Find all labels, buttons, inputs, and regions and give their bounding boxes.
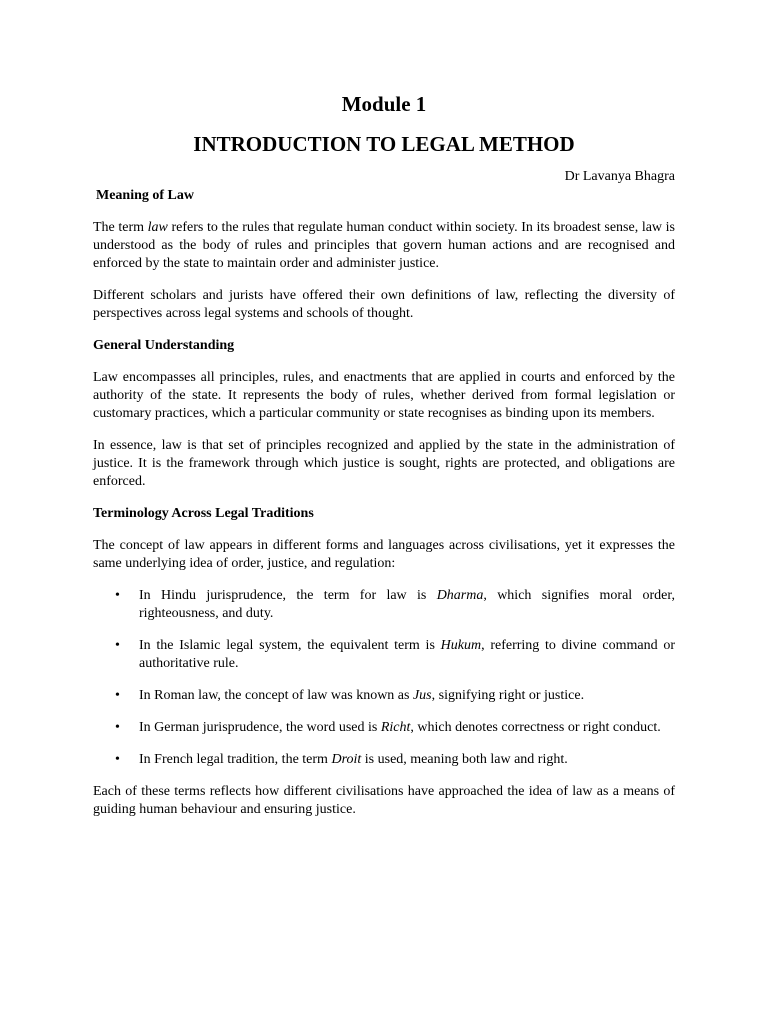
term-richt: Richt xyxy=(380,720,411,735)
bullet-icon: • xyxy=(115,720,120,735)
heading-meaning-of-law: Meaning of Law xyxy=(96,188,194,203)
list-item xyxy=(93,719,675,737)
text-run: refers to the rules that regulate human conduct within society. In its broadest sense, law is understood as the body of rules and principles that govern human actions and are recognised and enforced by the state to maintain order and administer justice. xyxy=(93,220,675,271)
text-run: In the Islamic legal system, the equivalent term is xyxy=(139,638,441,653)
text-run: The term xyxy=(93,220,148,235)
author-name: Dr Lavanya Bhagra xyxy=(564,169,675,184)
heading-terminology: Terminology Across Legal Traditions xyxy=(93,506,314,521)
text-run: In French legal tradition, the term xyxy=(139,752,332,767)
term-jus: Jus xyxy=(412,688,432,703)
list-item xyxy=(93,751,675,769)
document-title: INTRODUCTION TO LEGAL METHOD xyxy=(193,132,575,156)
text-run: In Hindu jurisprudence, the term for law is xyxy=(139,588,437,603)
paragraph-scholars: Different scholars and jurists have offered their own definitions of law, reflecting the diversity of perspectives across legal systems and schools of thought. xyxy=(93,288,675,321)
text-run: , signifying right or justice. xyxy=(431,688,585,703)
bullet-icon: • xyxy=(115,638,120,653)
paragraph-conclusion: Each of these terms reflects how different civilisations have approached the idea of law as a means of guiding human behaviour and ensuring justice. xyxy=(93,784,675,817)
paragraph-concept: The concept of law appears in different forms and languages across civilisations, yet it expresses the same underlying idea of order, justice, and regulation: xyxy=(93,538,675,571)
text-run: , referring to divine command or authoritative rule. xyxy=(139,638,675,671)
bullet-icon: • xyxy=(115,588,120,603)
text-run: , which denotes correctness or right conduct. xyxy=(410,720,661,735)
text-run: , which signifies moral order, righteousness, and duty. xyxy=(139,588,675,621)
text-run: is used, meaning both law and right. xyxy=(361,752,568,767)
paragraph-general: Law encompasses all principles, rules, and enactments that are applied in courts and enforced by the authority of the state. It represents the body of rules, whether derived from formal legislation or customary practices, which a particular community or state recognises as binding upon its members. xyxy=(93,370,675,421)
term-droit: Droit xyxy=(331,752,362,767)
module-number: Module 1 xyxy=(341,92,427,116)
paragraph-essence: In essence, law is that set of principles recognized and applied by the state in the administration of justice. It is the framework through which justice is sought, rights are protected, and obligations are enforced. xyxy=(93,438,675,489)
term-dharma: Dharma xyxy=(436,588,484,603)
list-item xyxy=(93,637,675,673)
list-item xyxy=(93,587,675,623)
list-item xyxy=(93,687,675,705)
bullet-icon: • xyxy=(115,688,120,703)
paragraph-definition xyxy=(93,219,675,273)
text-run: In German jurisprudence, the word used is xyxy=(139,720,381,735)
term-law: law xyxy=(147,220,168,235)
term-hukum: Hukum xyxy=(440,638,482,653)
heading-general-understanding: General Understanding xyxy=(93,338,235,353)
bullet-icon: • xyxy=(115,752,120,767)
terminology-list xyxy=(93,587,675,769)
text-run: In Roman law, the concept of law was known as xyxy=(139,688,413,703)
